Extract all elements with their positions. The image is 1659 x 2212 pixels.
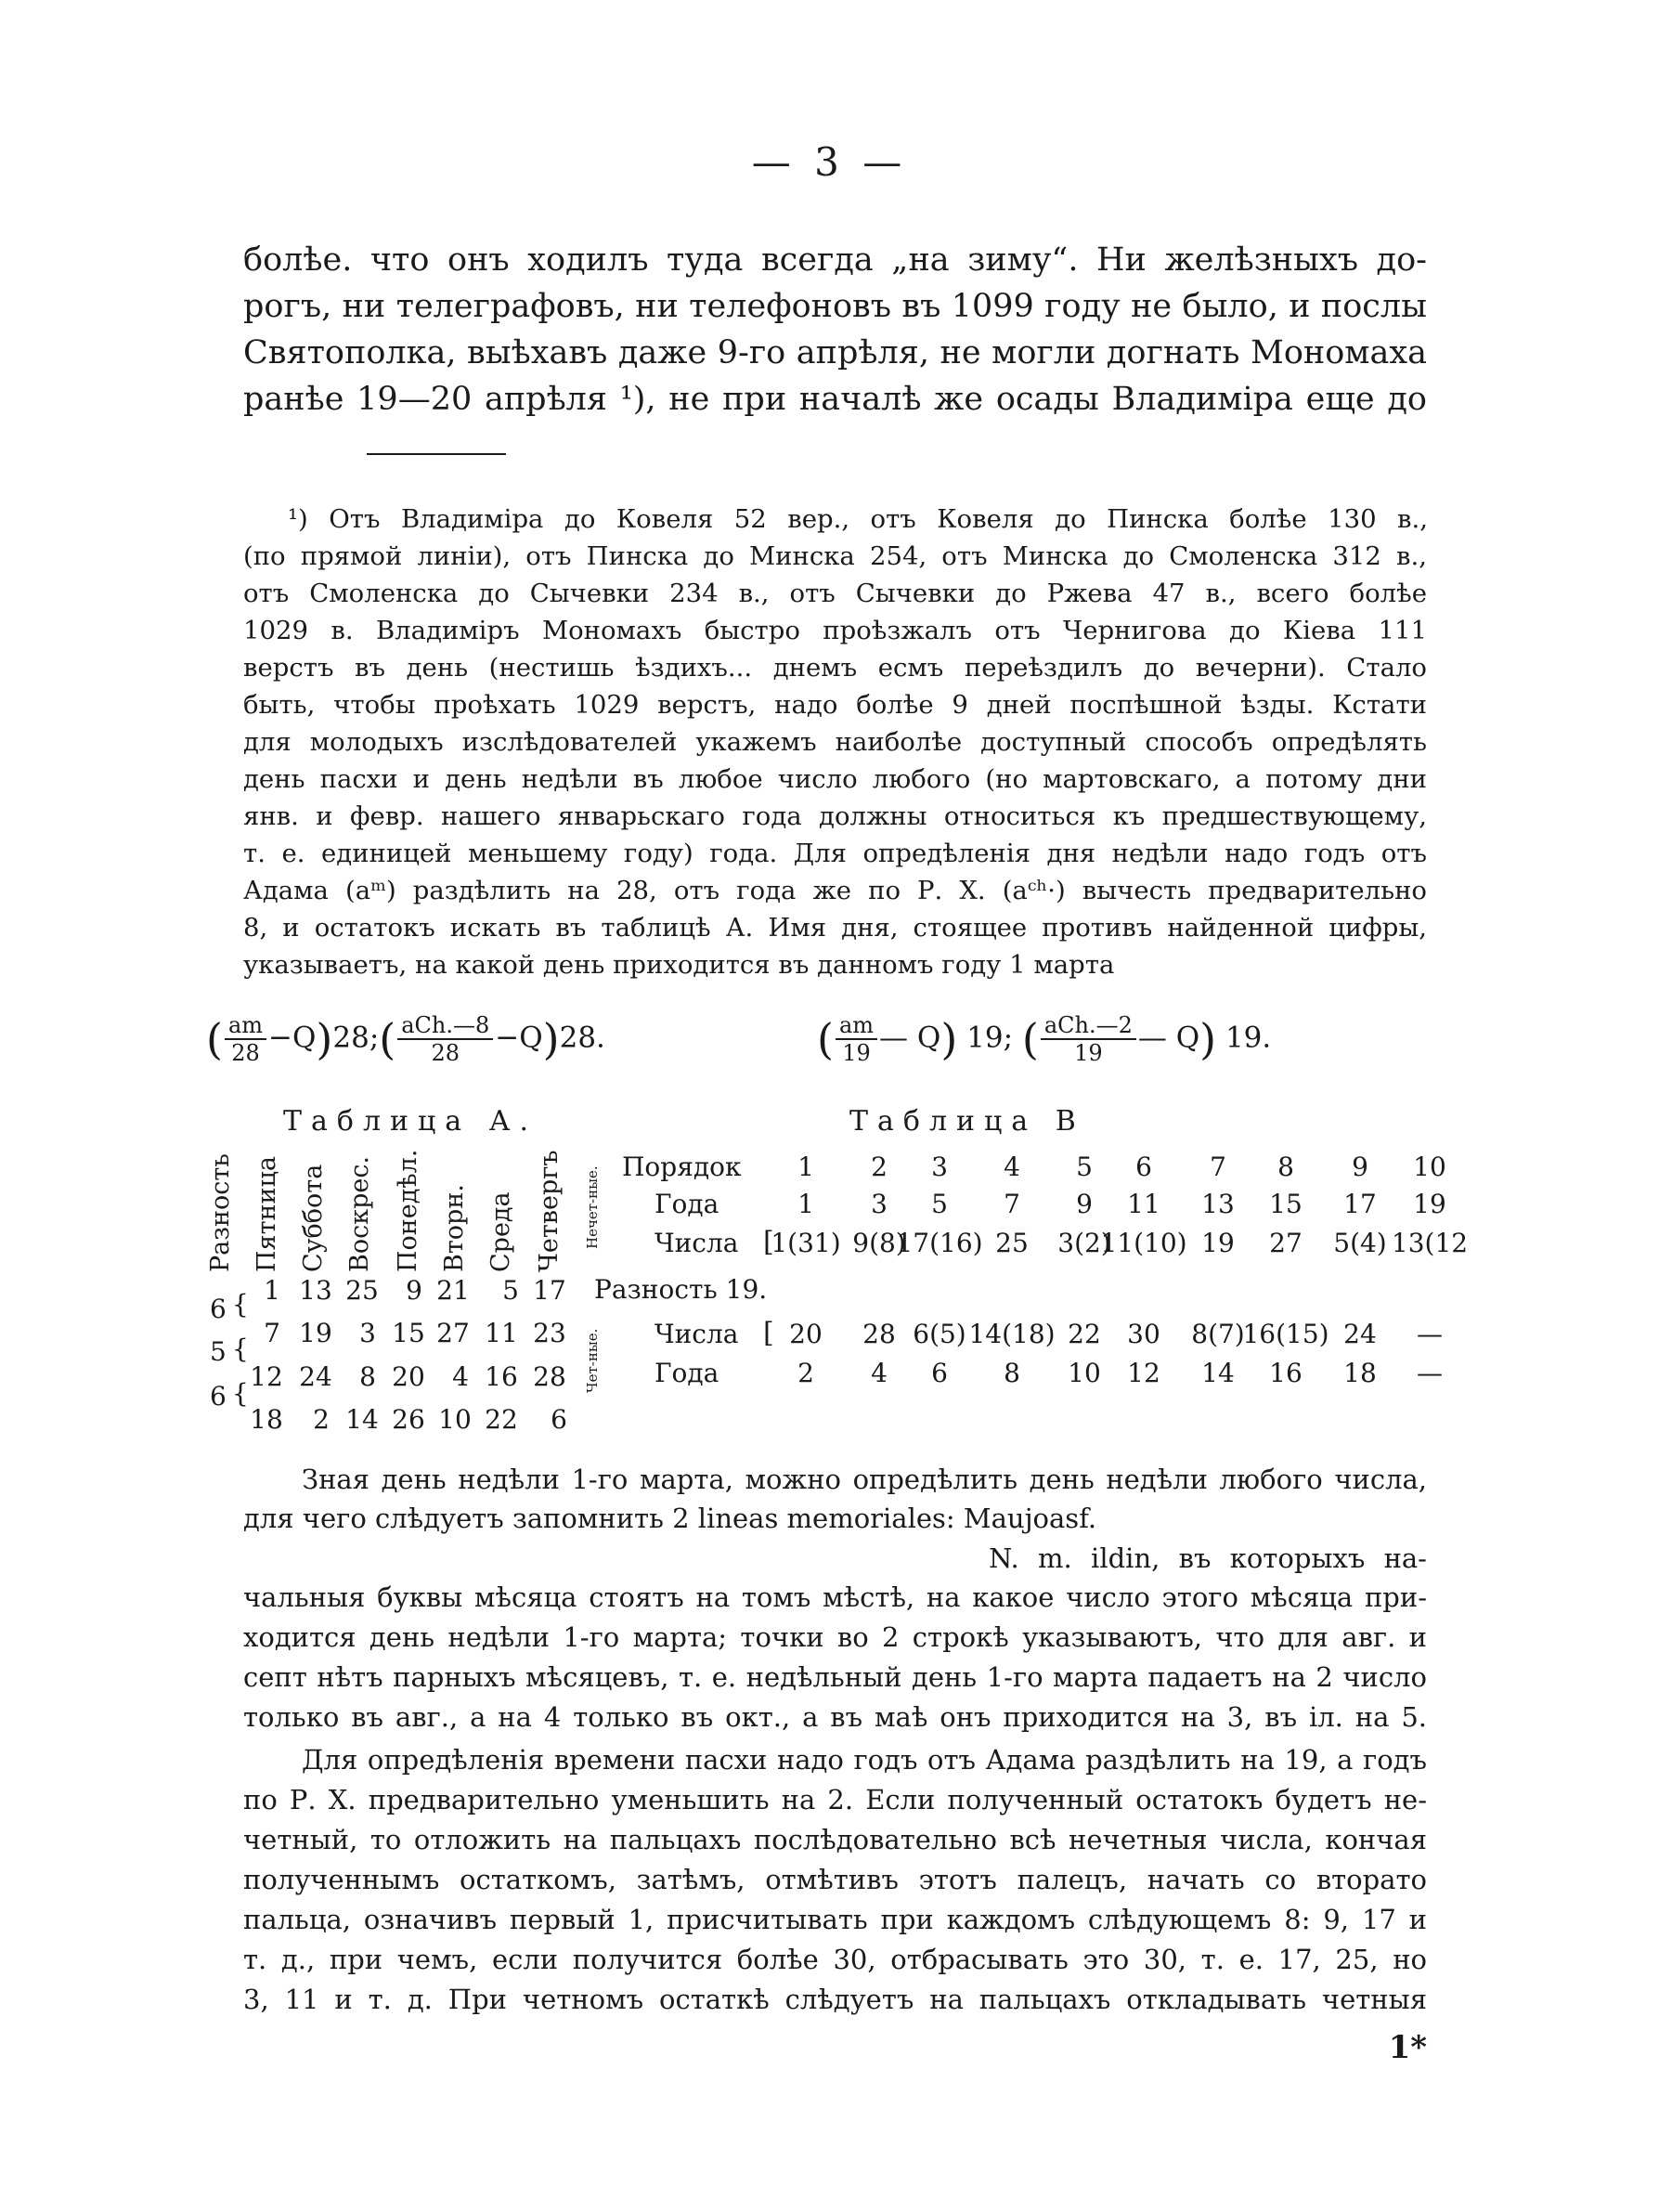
table-a-cell: 7	[264, 1318, 280, 1348]
body-line: для чего слѣдуетъ запомнить 2 lineas memoriales: Maujoasf.	[243, 1503, 1097, 1534]
table-b-cell: 1	[797, 1189, 814, 1219]
brace-mark: {	[232, 1289, 249, 1320]
table-b-row-label: Года	[655, 1358, 719, 1388]
footnote-line: верстъ въ день (нестишь ѣздихъ... днемъ есмъ переѣздилъ до вечерни). Стало	[243, 653, 1427, 683]
body-line: Зная день недѣли 1-го марта, можно опредѣлить день недѣли любого числа,	[302, 1464, 1427, 1495]
footnote-line: быть, чтобы проѣхать 1029 верстъ, надо болѣе 9 дней поспѣшной ѣзды. Кстати	[243, 690, 1427, 720]
table-a-cell: 19	[299, 1318, 332, 1348]
table-b-cell: 6	[931, 1358, 948, 1388]
formula-week: ( $\frac{am}{28}$ −Q)28;( $\frac{\text{aCh.—8}}{28}$ −Q)28.	[206, 1012, 605, 1066]
table-b-cell: 28	[862, 1319, 896, 1349]
table-b-cell: 8	[1004, 1358, 1020, 1388]
body-line: только въ авг., а на 4 только въ окт., а въ маѣ онъ приходится на 3, въ іл. на 5.	[243, 1701, 1427, 1733]
table-a-cell: 5	[502, 1275, 519, 1306]
table-a-diff: 6	[210, 1294, 227, 1324]
table-b-cell: 8(7)	[1191, 1319, 1245, 1349]
table-b-row-label: Числа	[655, 1319, 739, 1349]
table-b-title: Таблица В	[849, 1105, 1085, 1138]
table-b-cell: 15	[1269, 1189, 1303, 1219]
formula-term: −Q	[495, 1021, 543, 1055]
table-b-diff-label: Разность 19.	[594, 1274, 768, 1305]
table-b-cell: 5	[1076, 1152, 1093, 1182]
table-b-cell: 25	[995, 1228, 1029, 1258]
formula-term: 28.	[559, 1021, 605, 1055]
footnote-line: для молодыхъ изслѣдователей укажемъ наиболѣе доступный способъ опредѣлять	[243, 727, 1427, 757]
body-line: пальца, означивъ первый 1, присчитывать при каждомъ слѣдующемъ 8: 9, 17 и	[243, 1904, 1427, 1935]
table-b-cell: 4	[871, 1358, 888, 1388]
table-b-cell: 16(15)	[1242, 1319, 1329, 1349]
table-a-cell: 20	[392, 1361, 425, 1392]
table-b-cell: 13(12	[1391, 1228, 1469, 1258]
table-a-cell: 16	[485, 1361, 518, 1392]
formula-term: 28;	[332, 1021, 380, 1055]
table-b-cell: 10	[1068, 1358, 1101, 1388]
page-number: — 3 —	[751, 139, 908, 185]
formula-term: — Q	[879, 1021, 941, 1055]
formula-num: aCh.—8	[397, 1012, 493, 1040]
table-b-side-label: Чет-ные.	[584, 1328, 601, 1393]
footnote-line: день пасхи и день недѣли въ любое число любого (но мартовскаго, а потому дни	[243, 764, 1427, 794]
table-b-cell: 7	[1210, 1152, 1226, 1182]
table-b-cell: 1(31)	[771, 1228, 841, 1258]
footnote-line: 8, и остатокъ искать въ таблицѣ А. Имя дня, стоящее противъ найденной цифры,	[243, 913, 1427, 943]
table-b-row-label: Порядок	[622, 1152, 742, 1182]
table-b-cell: 19	[1201, 1228, 1235, 1258]
table-b-cell: 14	[1201, 1358, 1235, 1388]
footnote-line: т. е. единицей меньшему году) года. Для опредѣленія дня недѣли надо годъ отъ	[243, 839, 1427, 868]
table-a-cell: 25	[345, 1275, 379, 1306]
table-a-cell: 2	[313, 1404, 330, 1435]
body-line: N. m. ildin, въ которыхъ на-	[989, 1542, 1427, 1574]
table-a-cell: 23	[533, 1318, 566, 1348]
brace-mark: {	[232, 1334, 249, 1364]
table-b-cell: 11	[1127, 1189, 1160, 1219]
table-b-cell: 5	[931, 1189, 948, 1219]
footnote-line: отъ Смоленска до Сычевки 234 в., отъ Сычевки до Ржева 47 в., всего болѣе	[243, 579, 1427, 608]
table-b-cell: 27	[1269, 1228, 1303, 1258]
table-b-cell: 7	[1004, 1189, 1020, 1219]
table-b-cell: 2	[871, 1152, 888, 1182]
body-line: чальныя буквы мѣсяца стоятъ на томъ мѣстѣ, на какое число этого мѣсяца при-	[243, 1581, 1427, 1613]
table-b-cell: 11(10)	[1100, 1228, 1187, 1258]
table-a-header: Воскрес.	[345, 1155, 374, 1272]
table-b-row-label: Числа	[655, 1228, 739, 1258]
formula-term: 19.	[1225, 1021, 1272, 1055]
table-b-cell: 6(5)	[913, 1319, 966, 1349]
table-b-cell: 17(16)	[896, 1228, 983, 1258]
body-line: рогъ, ни телеграфовъ, ни телефоновъ въ 1099 году не было, и послы	[243, 288, 1427, 325]
table-b-cell: 1	[797, 1152, 814, 1182]
body-line: ходится день недѣли 1-го марта; точки во 2 строкѣ указываютъ, что для авг. и	[243, 1621, 1427, 1653]
table-a-cell: 12	[250, 1361, 283, 1392]
body-line: септ нѣтъ парныхъ мѣсяцевъ, т. е. недѣльный день 1-го марта падаетъ на 2 число	[243, 1661, 1427, 1693]
formula-den: 28	[431, 1040, 460, 1066]
table-b-cell: 3	[871, 1189, 888, 1219]
table-a-cell: 3	[359, 1318, 376, 1348]
table-a-cell: 13	[299, 1275, 332, 1306]
body-line: четный, то отложить на пальцахъ послѣдовательно всѣ нечетныя числа, кончая	[243, 1824, 1427, 1855]
table-a-cell: 15	[392, 1318, 425, 1348]
table-b-cell: 4	[1004, 1152, 1020, 1182]
table-b-cell: 24	[1343, 1319, 1377, 1349]
table-a-cell: 9	[406, 1275, 422, 1306]
body-line: по Р. Х. предварительно уменьшить на 2. Если полученный остатокъ будетъ не-	[243, 1784, 1427, 1815]
footnote-rule	[367, 453, 506, 455]
body-line: т. д., при чемъ, если получится болѣе 30, отбрасывать это 30, т. е. 17, 25, но	[243, 1944, 1427, 1975]
table-a-diff: 6	[210, 1381, 227, 1412]
footnote-line: 1029 в. Владиміръ Мономахъ быстро проѣзжалъ отъ Чернигова до Кіева 111	[243, 616, 1427, 645]
body-line: ранѣе 19—20 апрѣля ¹), не при началѣ же осады Владиміра еще до	[243, 381, 1427, 418]
table-a-header: Вторн.	[440, 1184, 469, 1272]
table-b-cell: 9	[1076, 1189, 1093, 1219]
table-b-cell: 6	[1135, 1152, 1152, 1182]
table-b-cell: 17	[1343, 1189, 1377, 1219]
table-a-cell: 28	[533, 1361, 566, 1392]
formula-den: 19	[842, 1040, 871, 1066]
body-line: полученнымъ остаткомъ, затѣмъ, отмѣтивъ этотъ палецъ, начать со вторато	[243, 1864, 1427, 1895]
footnote-line: ¹) Отъ Владиміра до Ковеля 52 вер., отъ Ковеля до Пинска болѣе 130 в.,	[288, 504, 1428, 534]
table-a-header: Разность	[206, 1153, 235, 1272]
table-a-header: Пятница	[253, 1156, 281, 1272]
body-line: 3, 11 и т. д. При четномъ остаткѣ слѣдуетъ на пальцахъ откладывать четныя	[243, 1984, 1427, 2015]
formula-term: −Q	[268, 1021, 317, 1055]
table-b-cell: 12	[1127, 1358, 1160, 1388]
table-b-cell: 16	[1269, 1358, 1303, 1388]
brace-mark: {	[232, 1378, 249, 1409]
table-a-cell: 24	[299, 1361, 332, 1392]
body-line: болѣе. что онъ ходилъ туда всегда „на зиму“. Ни желѣзныхъ до-	[243, 241, 1427, 279]
formula-num: am	[836, 1012, 877, 1040]
table-a-cell: 11	[485, 1318, 518, 1348]
table-b-cell: 9	[1352, 1152, 1368, 1182]
table-b-cell: —	[1417, 1319, 1443, 1349]
table-b-cell: 2	[797, 1358, 814, 1388]
table-b-side-label: Нечет-ные.	[584, 1165, 601, 1249]
table-a-header: Понедѣл.	[394, 1149, 422, 1272]
table-b-cell: 30	[1127, 1319, 1160, 1349]
table-a-diff: 5	[210, 1336, 227, 1367]
table-b-cell: 18	[1343, 1358, 1377, 1388]
formula-den: 28	[231, 1040, 260, 1066]
body-line: Для опредѣленія времени пасхи надо годъ отъ Адама раздѣлить на 19, а годъ	[302, 1744, 1427, 1776]
table-a-cell: 1	[264, 1275, 280, 1306]
table-a-cell: 22	[485, 1404, 518, 1435]
table-b-cell: 20	[789, 1319, 823, 1349]
table-a-cell: 26	[392, 1404, 425, 1435]
table-b-cell: 5(4)	[1333, 1228, 1387, 1258]
formula-term: 19;	[966, 1021, 1014, 1055]
table-a-cell: 8	[359, 1361, 376, 1392]
table-a-cell: 17	[533, 1275, 566, 1306]
footnote-line: указываетъ, на какой день приходится въ данномъ году 1 марта	[243, 950, 1115, 980]
table-b-cell: 3(2)	[1057, 1228, 1111, 1258]
signature-mark: 1*	[1388, 2029, 1427, 2066]
footnote-line: Адама (aᵐ) раздѣлить на 28, отъ года же по Р. Х. (aᶜʰ·) вычесть предварительно	[243, 876, 1427, 905]
table-b-cell: 19	[1413, 1189, 1446, 1219]
table-a-header: Суббота	[299, 1164, 328, 1272]
table-a-header: Среда	[486, 1191, 515, 1272]
footnote-line: янв. и февр. нашего январьскаго года должны относиться къ предшествующему,	[243, 801, 1427, 831]
formula-num: am	[225, 1012, 266, 1040]
formula-term: — Q	[1137, 1021, 1200, 1055]
table-a-header: Четвергъ	[535, 1150, 564, 1272]
brace-mark: [	[763, 1317, 774, 1349]
table-b-cell: 13	[1201, 1189, 1235, 1219]
table-b-cell: 14(18)	[968, 1319, 1056, 1349]
table-a-cell: 14	[345, 1404, 379, 1435]
footnote-line: (по прямой линіи), отъ Пинска до Минска 254, отъ Минска до Смоленска 312 в.,	[243, 541, 1427, 571]
brace-mark: [	[763, 1226, 774, 1258]
table-a-cell: 18	[250, 1404, 283, 1435]
table-b-cell: —	[1417, 1358, 1443, 1388]
table-a-cell: 27	[436, 1318, 470, 1348]
table-a-title: Таблица А.	[283, 1105, 538, 1138]
table-b-row-label: Года	[655, 1189, 719, 1219]
formula-den: 19	[1074, 1040, 1103, 1066]
table-b-cell: 10	[1413, 1152, 1446, 1182]
formula-num: aCh.—2	[1041, 1012, 1136, 1040]
table-b-cell: 3	[931, 1152, 948, 1182]
table-b-cell: 22	[1068, 1319, 1101, 1349]
table-a-cell: 4	[452, 1361, 469, 1392]
table-b-cell: 8	[1277, 1152, 1294, 1182]
table-a-cell: 6	[551, 1404, 567, 1435]
body-line: Святополка, выѣхавъ даже 9-го апрѣля, не могли догнать Мономаха	[243, 334, 1427, 371]
table-b-cell: 9(8)	[852, 1228, 906, 1258]
table-a-cell: 21	[436, 1275, 470, 1306]
formula-easter: ( $\frac{am}{19}$ — Q) 19; ( $\frac{\text{aCh.—2}}{19}$ — Q) 19.	[817, 1012, 1272, 1066]
table-a-cell: 10	[438, 1404, 472, 1435]
